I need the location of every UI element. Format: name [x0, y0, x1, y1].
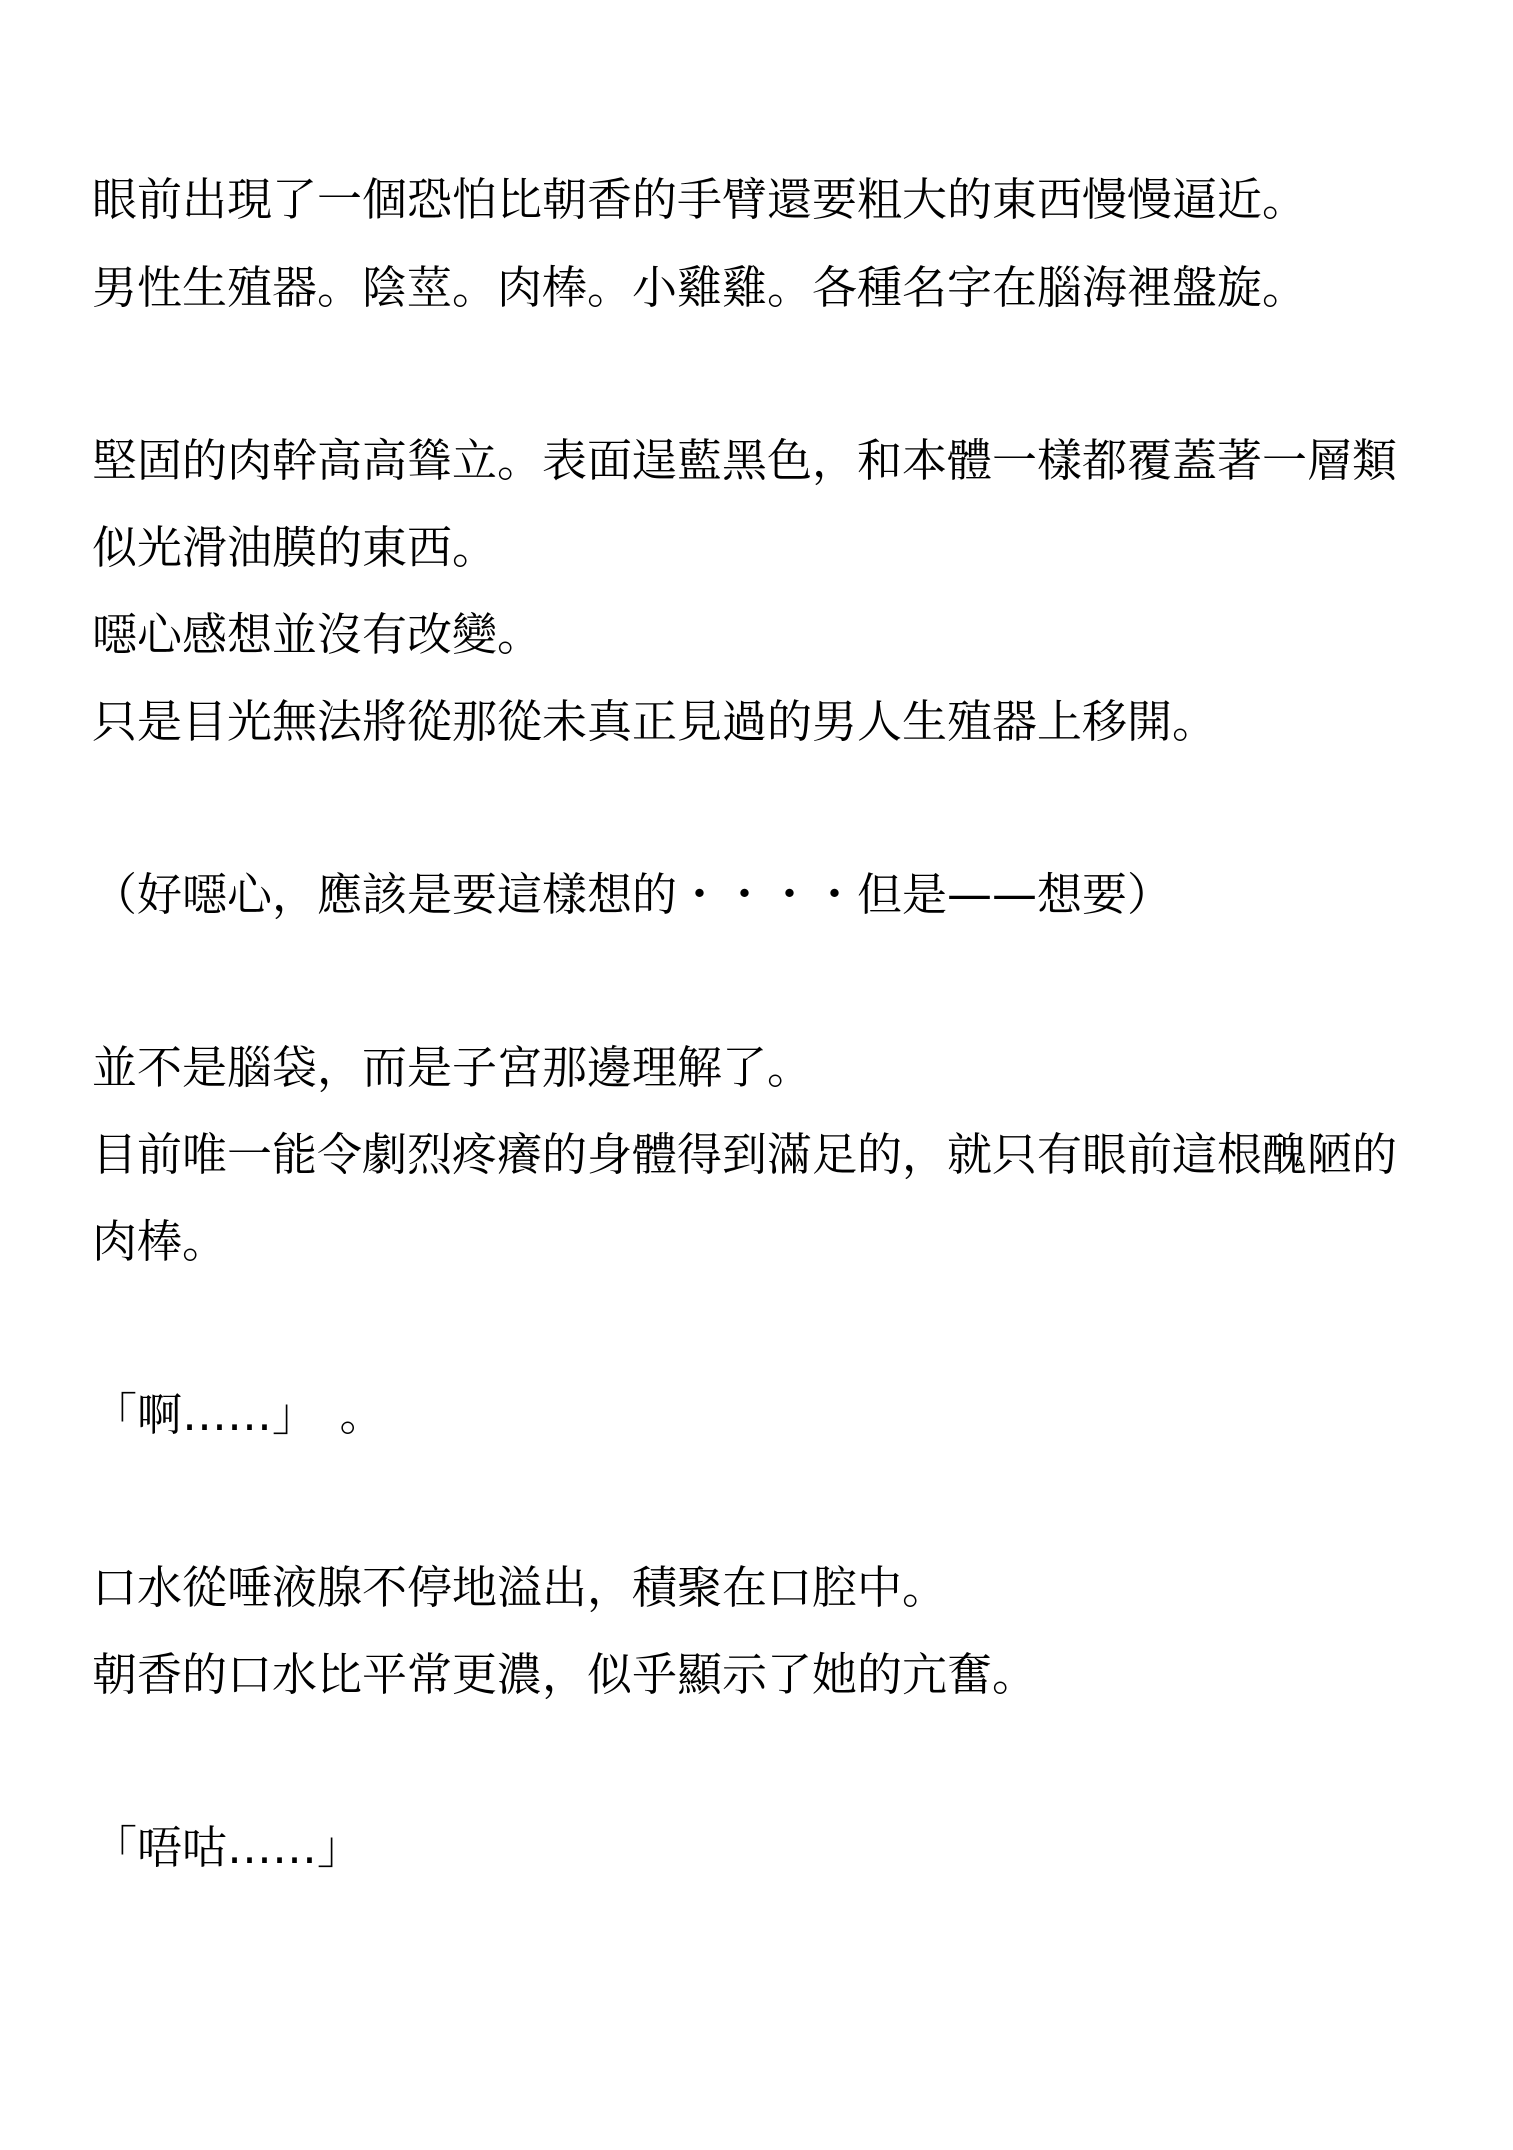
dialogue-line: 「唔咕……」	[92, 1821, 363, 1874]
text-line: 並不是腦袋，而是子宮那邊理解了。	[92, 1041, 813, 1094]
text-line: （好噁心，應該是要這樣想的・・・・但是——想要）	[92, 868, 1173, 921]
text-line: 只是目光無法將從那從未真正見過的男人生殖器上移開。	[92, 695, 1218, 748]
text-line: 似光滑油膜的東西。	[92, 521, 498, 574]
text-line: 男性生殖器。陰莖。肉棒。小雞雞。各種名字在腦海裡盤旋。	[92, 261, 1308, 314]
text-line: 噁心感想並沒有改變。	[92, 608, 543, 661]
text-line: 堅固的肉幹高高聳立。表面逞藍黑色，和本體一樣都覆蓋著一層類	[92, 434, 1398, 487]
text-line: 朝香的口水比平常更濃，似乎顯示了她的亢奮。	[92, 1648, 1038, 1701]
dialogue-line: 「啊……」 。	[92, 1388, 385, 1441]
text-line: 眼前出現了一個恐怕比朝香的手臂還要粗大的東西慢慢逼近。	[92, 173, 1308, 226]
text-line: 目前唯一能令劇烈疼癢的身體得到滿足的，就只有眼前這根醜陋的	[92, 1128, 1398, 1181]
text-line: 肉棒。	[92, 1215, 228, 1268]
text-line: 口水從唾液腺不停地溢出，積聚在口腔中。	[92, 1561, 948, 1614]
